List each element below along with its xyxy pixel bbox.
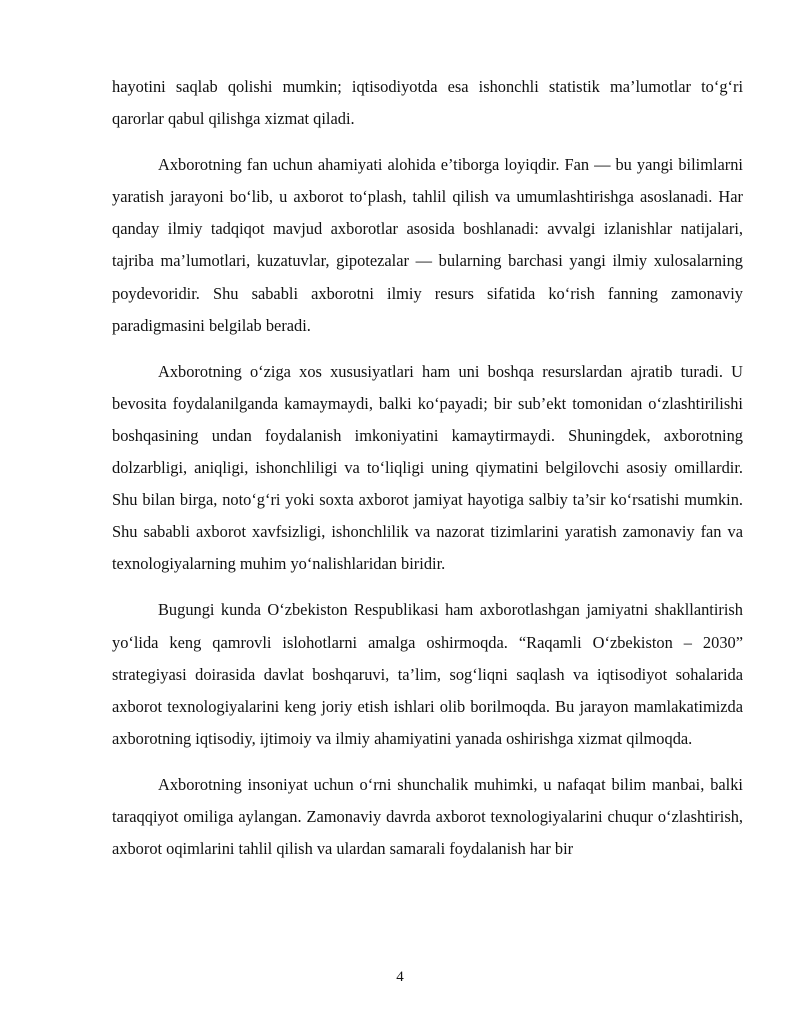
paragraph-continuation: hayotini saqlab qolishi mumkin; iqtisodiyotda esa ishonchli statistik ma’lumotlar to‘g‘ri qarorlar qabul qilishga xizmat qiladi. [112, 77, 743, 129]
paragraph-science: Axborotning fan uchun ahamiyati alohida e’tiborga loyiqdir. Fan — bu yangi bilimlarni yaratish jarayoni bo‘lib, u axborot to‘plash, tahlil qilish va umumlashtirishga asoslanadi. Har qanday ilmiy tadqiqot mavjud axborotlar asosida boshlanadi: avvalgi izlanishlar natijalari, tajriba ma’lumotlari, kuzatuvlar, gipotezalar — bularning barchasi yangi ilmiy xulosalarning poydevoridir. Shu sababli axborotni ilmiy resurs sifatida ko‘rish fanning zamonaviy paradigmasini belgilab beradi. [112, 155, 743, 335]
paragraph-properties: Axborotning o‘ziga xos xususiyatlari ham uni boshqa resurslardan ajratib turadi. U bevosita foydalanilganda kamaymaydi, balki ko‘payadi; bir sub’ekt tomonidan o‘zlashtirilishi boshqasining undan foydalanish imkoniyatini kamaytirmaydi. Shuningdek, axborotning dolzarbligi, aniqligi, ishonchliligi va to‘liqligi uning qiymatini belgilovchi asosiy omillardir. Shu bilan birga, noto‘g‘ri yoki soxta axborot jamiyat hayotiga salbiy ta’sir ko‘rsatishi mumkin. Shu sababli axborot xavfsizligi, ishonchlilik va nazorat tizimlarini yaratish zamonaviy fan va texnologiyalarning muhim yo‘nalishlaridan biridir. [112, 361, 743, 574]
paragraph-uzbekistan: Bugungi kunda O‘zbekiston Respublikasi ham axborotlashgan jamiyatni shakllantirish yo‘lida keng qamrovli islohotlarni amalga oshirmoqda. “Raqamli O‘zbekiston – 2030” strategiyasi doirasida davlat boshqaruvi, ta’lim, sog‘liqni saqlash va iqtisodiyot sohalarida axborot texnologiyalarini keng joriy etish ishlari olib borilmoqda. Bu jarayon mamlakatimizda axborotning iqtisodiy, ijtimoiy va ilmiy ahamiyatini yanada oshirishga xizmat qilmoqda. [112, 600, 743, 748]
paragraph-importance: Axborotning insoniyat uchun o‘rni shunchalik muhimki, u nafaqat bilim manbai, balki taraqqiyot omiliga aylangan. Zamonaviy davrda axborot texnologiyalarini chuqur o‘zlashtirish, axborot oqimlarini tahlil qilish va ulardan samarali foydalanish har bir [112, 774, 743, 859]
body-text [112, 71, 743, 879]
page-number: 4 [396, 969, 404, 985]
